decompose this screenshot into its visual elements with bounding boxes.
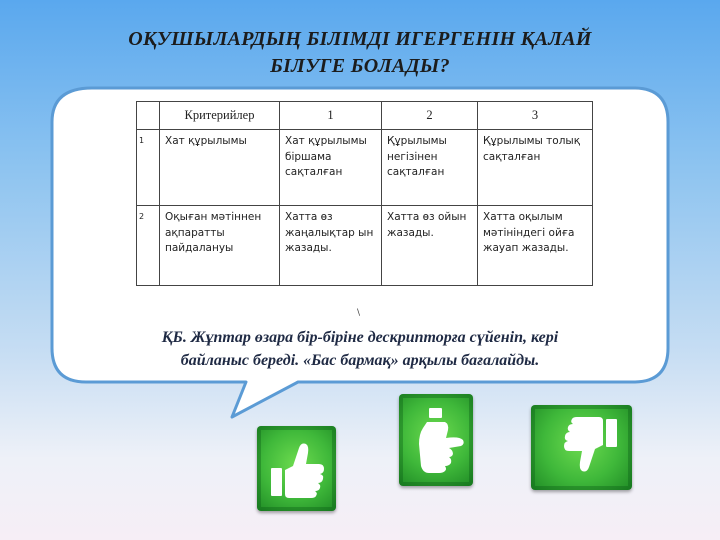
thumb-sideways-button[interactable] — [399, 394, 473, 486]
thumbs-down-icon — [531, 405, 632, 490]
table-cell: Хат құрылымы — [160, 130, 280, 206]
table-cell: Оқыған мәтіннен ақпаратты пайдалануы — [160, 206, 280, 286]
thumbs-down-button[interactable] — [531, 405, 632, 490]
header-cell: 3 — [478, 102, 593, 130]
table-header-row — [137, 102, 593, 130]
header-cell: Критерийлер — [160, 102, 280, 130]
table-cell: Құрылымы негізінен сақталған — [382, 130, 478, 206]
header-cell: 1 — [280, 102, 382, 130]
thumbs-up-icon — [257, 426, 336, 511]
row-number: 1 — [137, 130, 160, 206]
table-row — [137, 206, 593, 286]
thumbs-up-button[interactable] — [257, 426, 336, 511]
slide-title-line1: ОҚУШЫЛАРДЫҢ БІЛІМДІ ИГЕРГЕНІН ҚАЛАЙ — [128, 28, 592, 50]
caption-line2: байланыс береді. «Бас бармақ» арқылы бағалайды. — [180, 352, 540, 369]
stray-mark: \ — [357, 308, 361, 318]
table-cell: Хатта оқылым мәтініндегі ойға жауап жазады. — [478, 206, 593, 286]
row-number: 2 — [137, 206, 160, 286]
table-cell: Хатта өз ойын жазады. — [382, 206, 478, 286]
table-row — [137, 130, 593, 206]
criteria-table — [136, 101, 592, 304]
assessment-caption — [80, 326, 640, 372]
table-cell: Хат құрылымы біршама сақталған — [280, 130, 382, 206]
slide-title-line2: БІЛУГЕ БОЛАДЫ? — [270, 55, 450, 77]
table-cell: Құрылымы толық сақталған — [478, 130, 593, 206]
thumb-sideways-icon — [399, 394, 473, 486]
caption-line1: ҚБ. Жұптар өзара бір-біріне дескрипторға сүйеніп, кері — [161, 329, 559, 346]
header-cell: 2 — [382, 102, 478, 130]
table-cell: Хатта өз жаңалықтар ын жазады. — [280, 206, 382, 286]
header-cell — [137, 102, 160, 130]
